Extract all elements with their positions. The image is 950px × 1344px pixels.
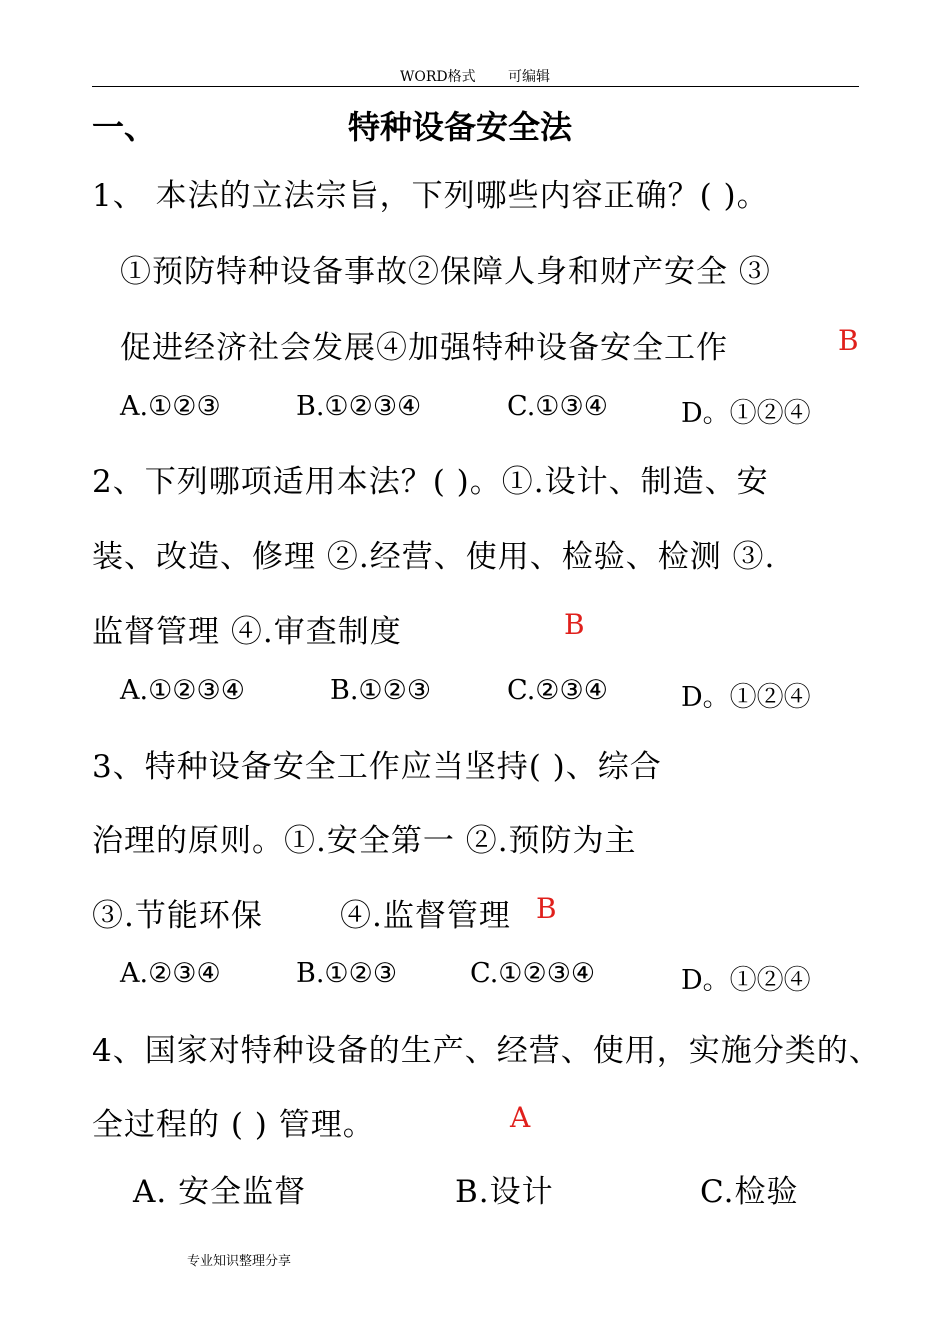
q1-option-c: C.①③④	[507, 391, 608, 422]
q2-line1: 2、下列哪项适用本法？( )。①.设计、制造、安	[92, 464, 769, 500]
q2-line3: 监督管理 ④.审查制度	[92, 614, 402, 650]
q3-line2: 治理的原则。①.安全第一 ②.预防为主	[92, 823, 637, 859]
q1-line3: 促进经济社会发展④加强特种设备安全工作	[120, 330, 728, 366]
q3-option-a: A.②③④	[120, 958, 221, 989]
q1-answer: B	[838, 324, 859, 357]
page-header	[0, 66, 950, 86]
q2-line2: 装、改造、修理 ②.经营、使用、检验、检测 ③.	[92, 539, 776, 575]
q3-option-c: C.①②③④	[470, 958, 596, 989]
q3-line1: 3、特种设备安全工作应当坚持( )、综合	[92, 749, 662, 785]
q2-option-c: C.②③④	[507, 675, 608, 706]
q3-line3b: ④.监督管理	[340, 898, 511, 934]
section-number: 一、	[92, 108, 157, 146]
q3-line3a: ③.节能环保	[92, 898, 263, 934]
q4-line1: 4、国家对特种设备的生产、经营、使用，实施分类的、	[92, 1033, 881, 1069]
q2-option-a: A.①②③④	[120, 675, 245, 706]
q1-line2: ①预防特种设备事故②保障人身和财产安全 ③	[120, 254, 771, 290]
q4-answer: A	[510, 1101, 531, 1134]
q1-option-d: D。①②④	[681, 398, 811, 429]
q2-answer: B	[564, 608, 585, 641]
q1-line1: 1、 本法的立法宗旨，下列哪些内容正确？( )。	[92, 178, 769, 214]
q4-option-a: A. 安全监督	[133, 1174, 307, 1210]
header-rule	[92, 86, 859, 87]
q2-option-b: B.①②③	[330, 675, 432, 706]
q3-option-d: D。①②④	[681, 965, 811, 996]
section-title: 特种设备安全法	[348, 108, 573, 146]
q2-option-d: D。①②④	[681, 682, 811, 713]
header-right: 可编辑	[508, 69, 551, 85]
q4-option-b: B.设计	[455, 1174, 554, 1210]
q1-option-b: B.①②③④	[296, 391, 422, 422]
page-footer: 专业知识整理分享	[187, 1254, 292, 1269]
header-left: WORD格式	[399, 69, 476, 85]
q1-option-a: A.①②③	[120, 391, 221, 422]
q3-answer: B	[536, 892, 557, 925]
q3-option-b: B.①②③	[296, 958, 398, 989]
q4-line2: 全过程的 ( ) 管理。	[92, 1107, 375, 1143]
q4-option-c: C.检验	[700, 1174, 799, 1210]
